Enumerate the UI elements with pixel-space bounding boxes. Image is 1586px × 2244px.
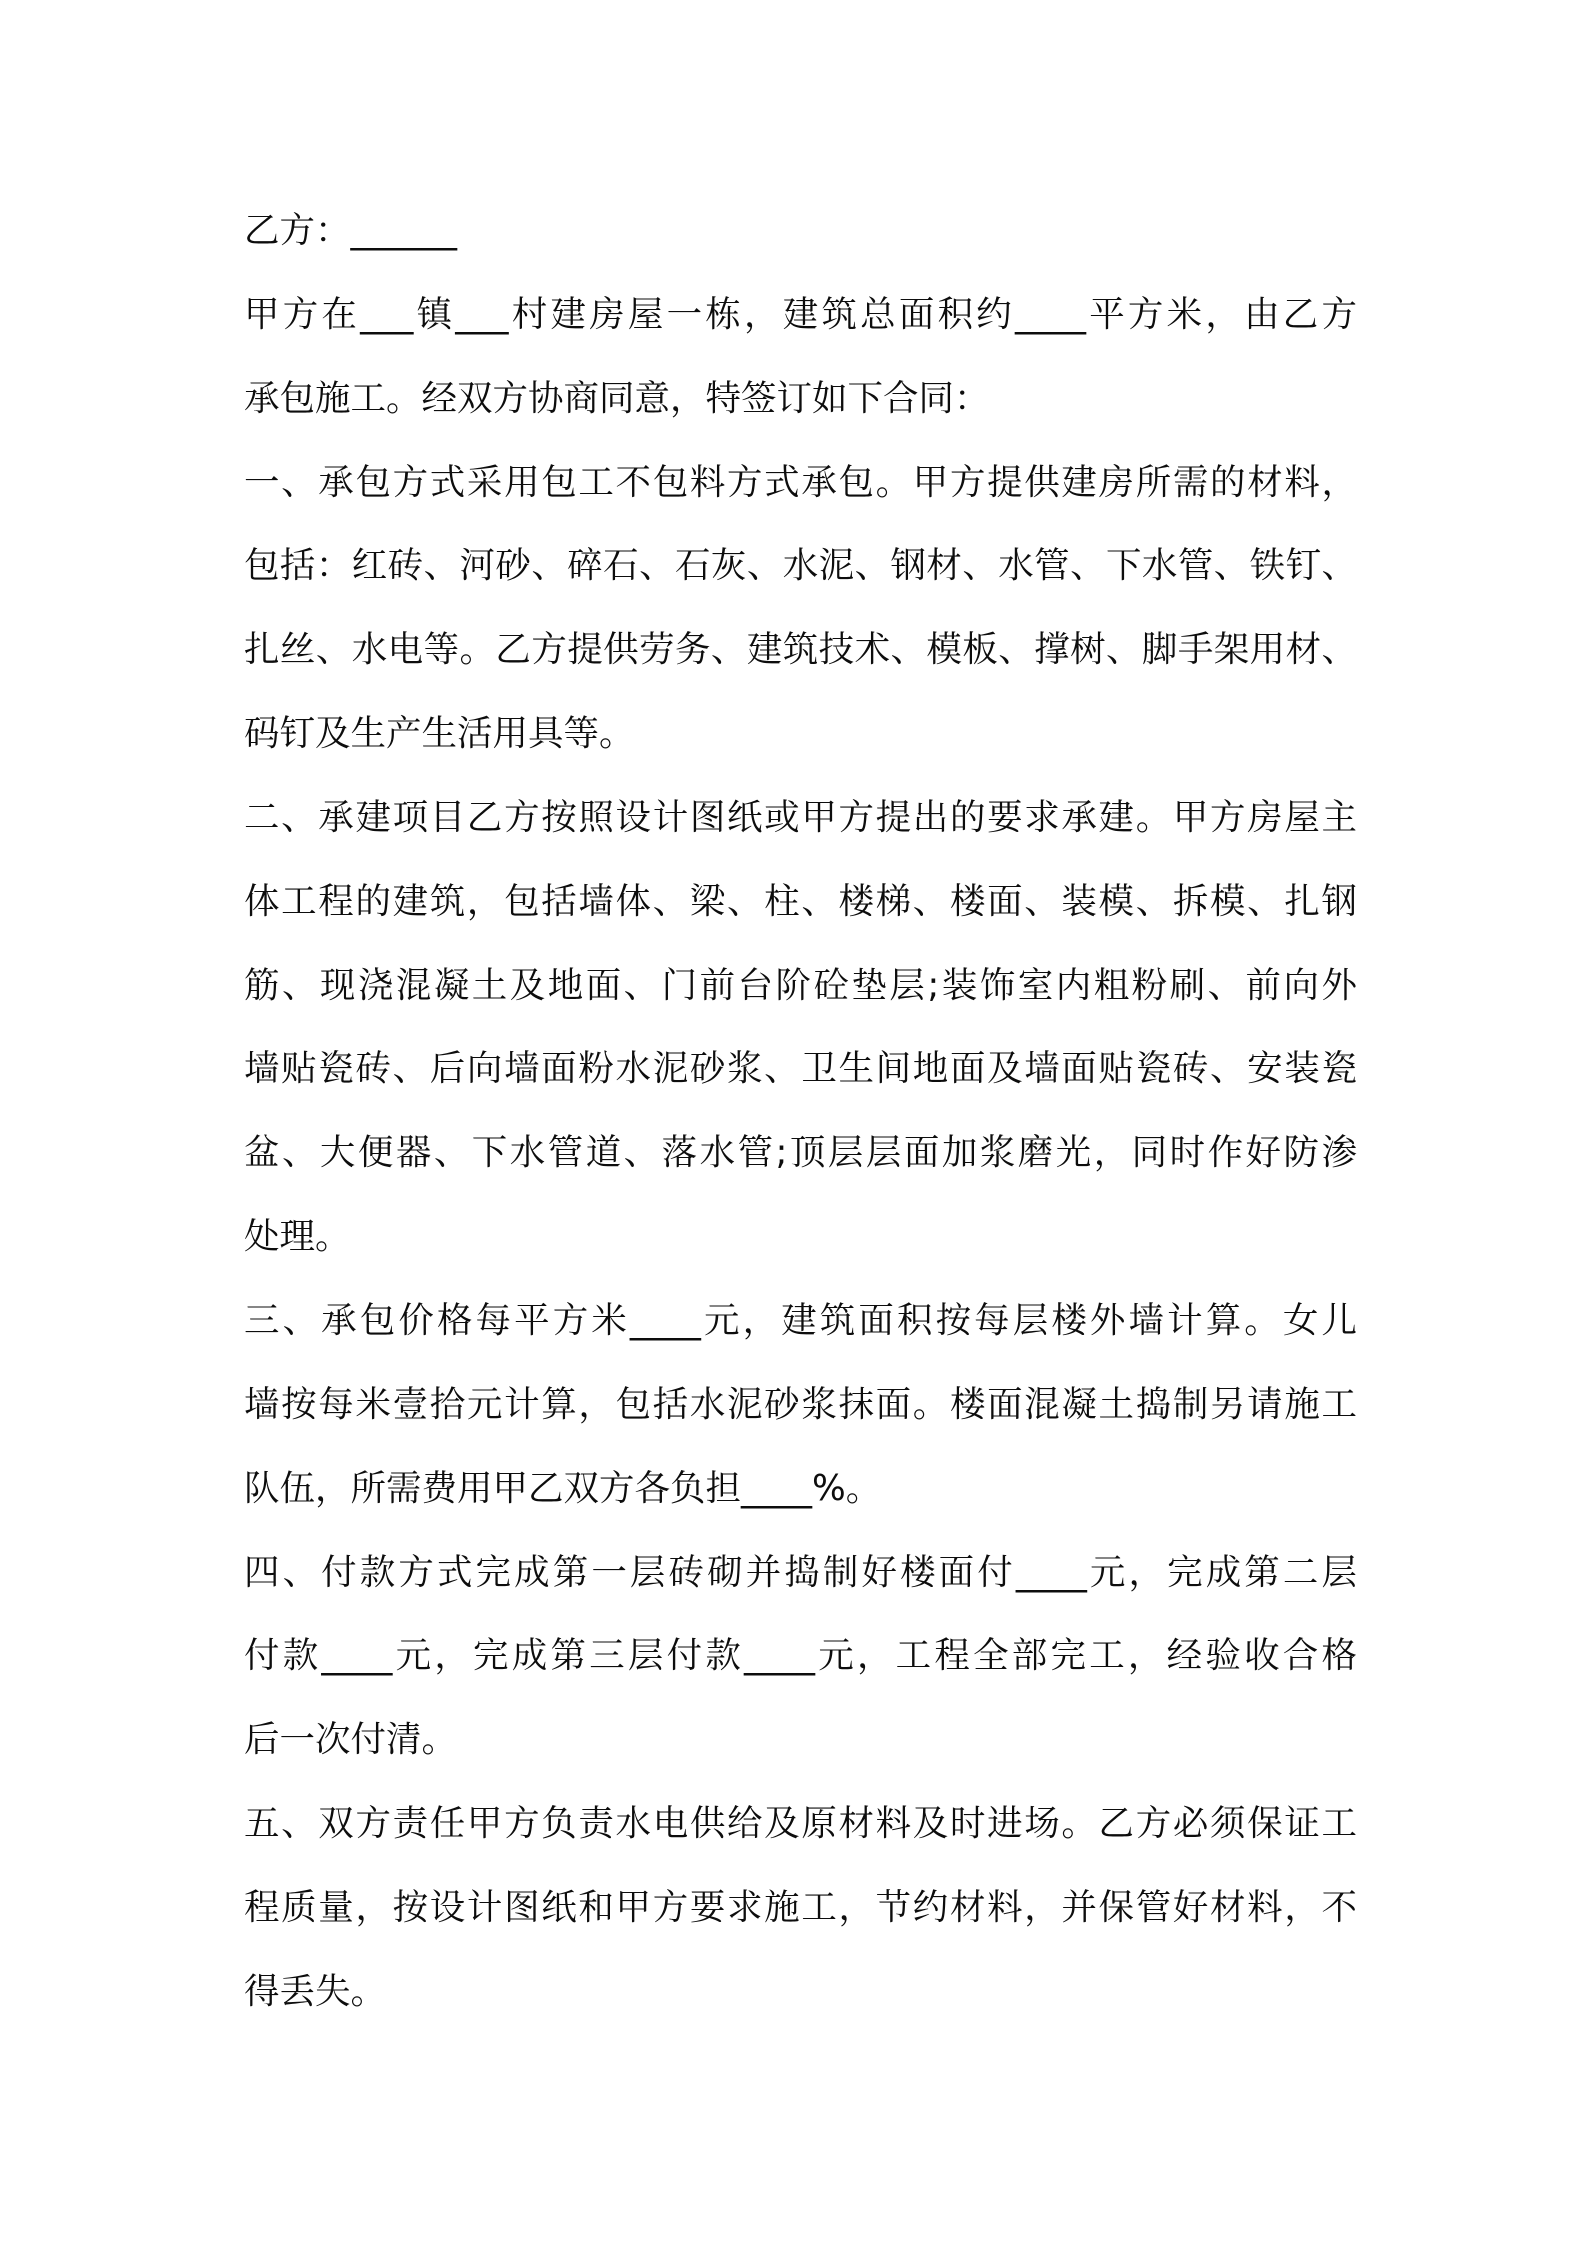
text-line: 后一次付清。 (244, 1719, 458, 1761)
text-line: 处理。 (244, 1216, 351, 1258)
text-line: 一、承包方式采用包工不包料方式承包。甲方提供建房所需的材料， (244, 461, 1357, 503)
clause-5-responsibilities (244, 1782, 1357, 2034)
text-line: 程质量，按设计图纸和甲方要求施工，节约材料，并保管好材料，不 (244, 1886, 1357, 1928)
text-line: 体工程的建筑，包括墙体、梁、柱、楼梯、楼面、装模、拆模、扎钢 (244, 880, 1357, 922)
text-line: 五、双方责任甲方负责水电供给及原材料及时进场。乙方必须保证工 (244, 1803, 1357, 1845)
text-line: 付款____元，完成第三层付款____元，工程全部完工，经验收合格 (244, 1635, 1357, 1677)
party-b-field (244, 189, 1357, 273)
text-line: 筋、现浇混凝土及地面、门前台阶砼垫层;装饰室内粗粉刷、前向外 (244, 964, 1357, 1006)
text-line: 队伍，所需费用甲乙双方各负担____%。 (244, 1467, 882, 1509)
clause-2-construction-scope (244, 776, 1357, 1279)
document-body (244, 189, 1357, 2034)
text-line: 甲方在___镇___村建房屋一栋，建筑总面积约____平方米，由乙方 (244, 293, 1357, 335)
text-line: 扎丝、水电等。乙方提供劳务、建筑技术、模板、撑树、脚手架用材、 (244, 629, 1357, 671)
clause-1-contracting-method (244, 441, 1357, 776)
text-line: 四、付款方式完成第一层砖砌并捣制好楼面付____元，完成第二层 (244, 1551, 1357, 1593)
text-line: 三、承包价格每平方米____元，建筑面积按每层楼外墙计算。女儿 (244, 1299, 1357, 1341)
clause-3-contract-price (244, 1279, 1357, 1531)
text-line: 二、承建项目乙方按照设计图纸或甲方提出的要求承建。甲方房屋主 (244, 796, 1357, 838)
text-line: 得丢失。 (244, 1970, 387, 2012)
text-line: 盆、大便器、下水管道、落水管;顶层层面加浆磨光，同时作好防渗 (244, 1132, 1357, 1174)
text-line: 承包施工。经双方协商同意，特签订如下合同： (244, 377, 990, 419)
text-line: 乙方：______ (244, 210, 458, 251)
text-line: 码钉及生产生活用具等。 (244, 713, 635, 755)
text-line: 包括：红砖、河砂、碎石、石灰、水泥、钢材、水管、下水管、铁钉、 (244, 545, 1357, 587)
preamble-paragraph (244, 273, 1357, 441)
text-line: 墙按每米壹拾元计算，包括水泥砂浆抹面。楼面混凝土捣制另请施工 (244, 1383, 1357, 1425)
text-line: 墙贴瓷砖、后向墙面粉水泥砂浆、卫生间地面及墙面贴瓷砖、安装瓷 (244, 1048, 1357, 1090)
clause-4-payment-terms (244, 1531, 1357, 1783)
